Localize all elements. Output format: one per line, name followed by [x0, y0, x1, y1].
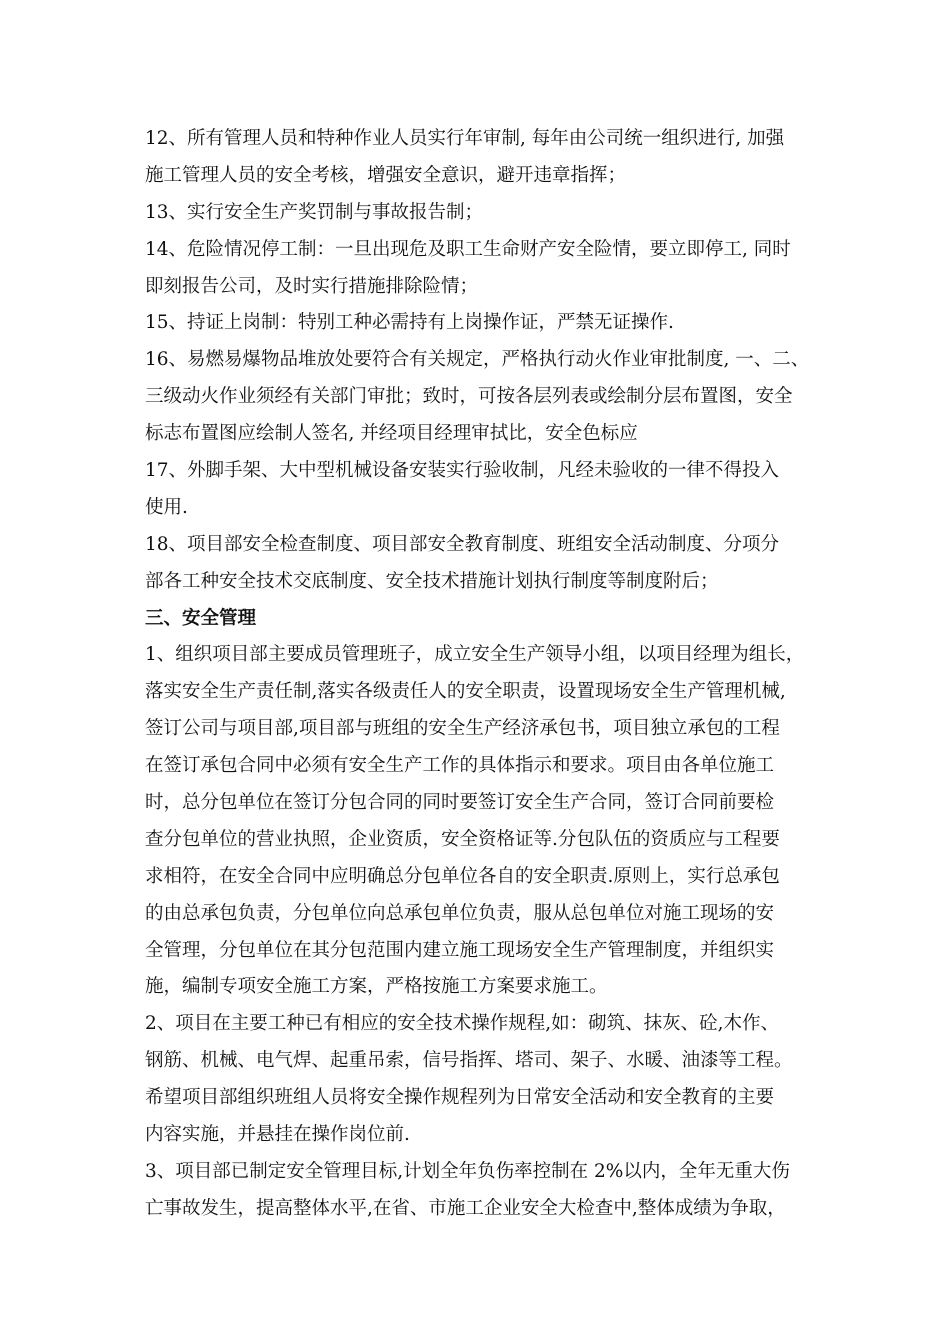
- text-line: 1、组织项目部主要成员管理班子，成立安全生产领导小组，以项目经理为组长，: [145, 644, 805, 666]
- section-heading: 三、安全管理: [145, 607, 257, 629]
- text-line: 施工管理人员的安全考核，增强安全意识，避开违章指挥；: [145, 164, 627, 186]
- text-line: 17、外脚手架、大中型机械设备安装实行验收制，凡经未验收的一律不得投入: [145, 460, 780, 482]
- text-line: 内容实施，并悬挂在操作岗位前.: [145, 1124, 410, 1146]
- text-line: 16、易燃易爆物品堆放处要符合有关规定，严格执行动火作业审批制度, 一、二、: [145, 349, 810, 371]
- text-line: 钢筋、机械、电气焊、起重吊索，信号指挥、塔司、架子、水暖、油漆等工程。: [145, 1050, 793, 1072]
- text-line: 查分包单位的营业执照，企业资质，安全资格证等.分包队伍的资质应与工程要: [145, 828, 780, 850]
- document-body: [145, 121, 821, 1228]
- text-line: 全管理，分包单位在其分包范围内建立施工现场安全生产管理制度，并组织实: [145, 939, 775, 961]
- text-line: 时，总分包单位在签订分包合同的同时要签订安全生产合同，签订合同前要检: [145, 792, 775, 814]
- text-line: 三级动火作业须经有关部门审批；致时，可按各层列表或绘制分层布置图，安全: [145, 386, 793, 408]
- text-line: 求相符，在安全合同中应明确总分包单位各自的安全职责.原则上，实行总承包: [145, 865, 780, 887]
- text-line: 施，编制专项安全施工方案，严格按施工方案要求施工。: [145, 976, 608, 998]
- text-line: 在签订承包合同中必须有安全生产工作的具体指示和要求。项目由各单位施工: [145, 755, 775, 777]
- text-line: 18、项目部安全检查制度、项目部安全教育制度、班组安全活动制度、分项分: [145, 533, 780, 555]
- text-line: 落实安全生产责任制,落实各级责任人的安全职责，设置现场安全生产管理机械,: [145, 681, 786, 703]
- text-line: 希望项目部组织班组人员将安全操作规程列为日常安全活动和安全教育的主要: [145, 1087, 775, 1109]
- text-line: 使用.: [145, 496, 188, 518]
- text-line: 2、项目在主要工种已有相应的安全技术操作规程,如：砌筑、抹灰、砼,木作、: [145, 1013, 780, 1035]
- text-line: 即刻报告公司，及时实行措施排除险情；: [145, 275, 479, 297]
- text-line: 12、所有管理人员和特种作业人员实行年审制, 每年由公司统一组织进行, 加强: [145, 128, 785, 149]
- text-line: 13、实行安全生产奖罚制与事故报告制；: [145, 201, 484, 223]
- text-line: 的由总承包负责，分包单位向总承包单位负责，服从总包单位对施工现场的安: [145, 902, 775, 924]
- text-line: 14、危险情况停工制：一旦出现危及职工生命财产安全险情，要立即停工, 同时: [145, 238, 791, 260]
- text-line: 部各工种安全技术交底制度、安全技术措施计划执行制度等制度附后；: [145, 570, 719, 592]
- text-line: 标志布置图应绘制人签名, 并经项目经理审拭比，安全色标应: [145, 423, 638, 445]
- text-line: 3、项目部已制定安全管理目标,计划全年负伤率控制在 2%以内，全年无重大伤: [145, 1160, 790, 1182]
- text-line: 亡事故发生，提高整体水平,在省、市施工企业安全大检查中,整体成绩为争取，: [145, 1197, 786, 1219]
- text-line: 15、持证上岗制：特别工种必需持有上岗操作证，严禁无证操作.: [145, 312, 674, 334]
- text-line: 签订公司与项目部,项目部与班组的安全生产经济承包书，项目独立承包的工程: [145, 718, 780, 740]
